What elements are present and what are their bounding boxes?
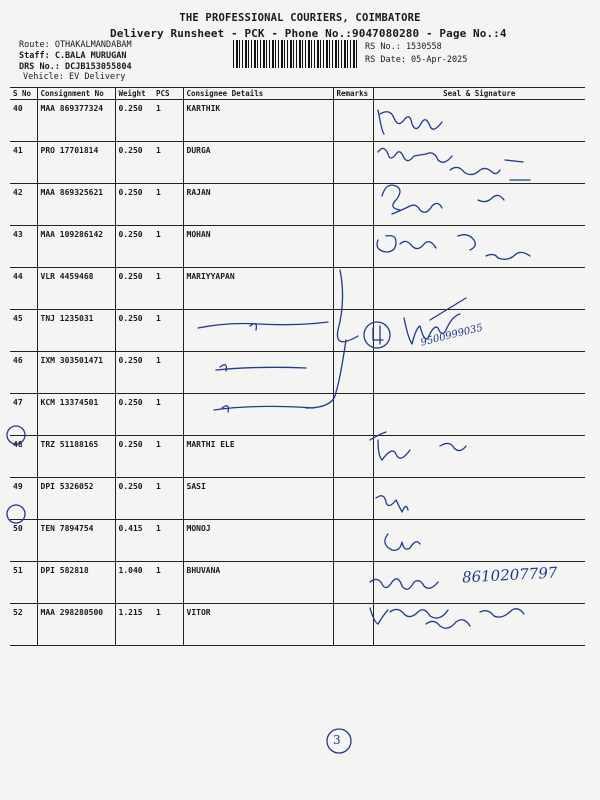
row-sno: 47	[10, 394, 37, 436]
row-signature	[373, 268, 585, 310]
row-sno: 44	[10, 268, 37, 310]
row-signature	[373, 394, 585, 436]
row-sno: 46	[10, 352, 37, 394]
row-consignee: SASI	[183, 478, 333, 520]
col-pcs: PCS	[153, 88, 183, 100]
row-pcs: 1	[153, 520, 183, 562]
row-remarks	[333, 520, 373, 562]
row-weight: 0.250	[115, 268, 153, 310]
row-weight: 1.040	[115, 562, 153, 604]
row-pcs: 1	[153, 562, 183, 604]
delivery-table	[10, 87, 585, 646]
row-pcs: 1	[153, 226, 183, 268]
handwritten-phone-row45: 9500999035	[419, 322, 485, 349]
row-weight: 0.250	[115, 226, 153, 268]
row-consignee: DURGA	[183, 142, 333, 184]
table-row	[10, 478, 585, 520]
row-sno: 42	[10, 184, 37, 226]
route-label: Route: OTHAKALMANDABAM	[19, 40, 132, 50]
row-consignee	[183, 310, 333, 352]
row-consignment: MAA 869325621	[37, 184, 115, 226]
row-signature	[373, 478, 585, 520]
row-weight: 0.250	[115, 184, 153, 226]
row-pcs: 1	[153, 142, 183, 184]
row-weight: 0.250	[115, 352, 153, 394]
row-sno: 41	[10, 142, 37, 184]
col-seal: Seal & Signature	[373, 88, 585, 100]
vehicle-label: Vehicle: EV Delivery	[23, 72, 126, 82]
row-remarks	[333, 226, 373, 268]
row-signature	[373, 184, 585, 226]
col-consignee: Consignee Details	[183, 88, 333, 100]
row-weight: 0.250	[115, 394, 153, 436]
table-row	[10, 394, 585, 436]
page-mark: 3	[333, 733, 341, 747]
row-consignment: MAA 869377324	[37, 100, 115, 142]
row-weight: 0.250	[115, 310, 153, 352]
row-weight: 0.415	[115, 520, 153, 562]
row-sno: 40	[10, 100, 37, 142]
table-row	[10, 268, 585, 310]
row-pcs: 1	[153, 184, 183, 226]
row-remarks	[333, 394, 373, 436]
row-consignment: KCM 13374501	[37, 394, 115, 436]
row-remarks	[333, 310, 373, 352]
col-remarks: Remarks	[333, 88, 373, 100]
table-row	[10, 142, 585, 184]
row-pcs: 1	[153, 268, 183, 310]
row-consignee	[183, 352, 333, 394]
row-pcs: 1	[153, 604, 183, 646]
row-consignee: MARIYYAPAN	[183, 268, 333, 310]
row-sno: 45	[10, 310, 37, 352]
company-title: THE PROFESSIONAL COURIERS, COIMBATORE	[179, 12, 421, 24]
row-pcs: 1	[153, 478, 183, 520]
row-signature	[373, 604, 585, 646]
table-row	[10, 604, 585, 646]
barcode	[233, 40, 357, 68]
row-weight: 0.250	[115, 100, 153, 142]
row-consignee: MARTHI ELE	[183, 436, 333, 478]
row-remarks	[333, 562, 373, 604]
row-consignment: DPI 5326052	[37, 478, 115, 520]
row-pcs: 1	[153, 100, 183, 142]
row-signature	[373, 100, 585, 142]
row-consignee: BHUVANA	[183, 562, 333, 604]
row-consignee	[183, 394, 333, 436]
row-consignment: PRO 17701814	[37, 142, 115, 184]
col-sno: S No	[10, 88, 37, 100]
row-remarks	[333, 604, 373, 646]
row-signature	[373, 226, 585, 268]
row-consignee: MONOJ	[183, 520, 333, 562]
row-weight: 0.250	[115, 436, 153, 478]
row-remarks	[333, 436, 373, 478]
table-row	[10, 352, 585, 394]
rs-date: RS Date: 05-Apr-2025	[365, 55, 468, 65]
row-consignee: VITOR	[183, 604, 333, 646]
row-pcs: 1	[153, 310, 183, 352]
row-sno: 43	[10, 226, 37, 268]
rs-number: RS No.: 1530558	[365, 42, 442, 52]
col-consignment: Consignment No	[37, 88, 115, 100]
table-row	[10, 226, 585, 268]
row-signature	[373, 520, 585, 562]
row-consignment: TEN 7894754	[37, 520, 115, 562]
drs-label: DRS No.: DCJB153055804	[19, 62, 132, 72]
row-pcs: 1	[153, 394, 183, 436]
row-signature	[373, 352, 585, 394]
handwritten-phone-row51: 8610207797	[461, 563, 558, 587]
row-sno: 50	[10, 520, 37, 562]
row-remarks	[333, 100, 373, 142]
row-consignee: MOHAN	[183, 226, 333, 268]
table-header-row	[10, 88, 585, 100]
row-pcs: 1	[153, 352, 183, 394]
row-weight: 0.250	[115, 142, 153, 184]
row-pcs: 1	[153, 436, 183, 478]
table-row	[10, 310, 585, 352]
row-sno: 51	[10, 562, 37, 604]
row-consignment: VLR 4459468	[37, 268, 115, 310]
row-remarks	[333, 184, 373, 226]
row-remarks	[333, 142, 373, 184]
table-row	[10, 436, 585, 478]
col-weight: Weight	[115, 88, 153, 100]
row-consignment: MAA 109286142	[37, 226, 115, 268]
table-row	[10, 520, 585, 562]
row-consignment: IXM 303501471	[37, 352, 115, 394]
row-weight: 0.250	[115, 478, 153, 520]
row-signature	[373, 142, 585, 184]
row-consignment: TRZ 51188165	[37, 436, 115, 478]
table-row	[10, 100, 585, 142]
table-row	[10, 184, 585, 226]
row-consignee: KARTHIK	[183, 100, 333, 142]
row-weight: 1.215	[115, 604, 153, 646]
row-remarks	[333, 478, 373, 520]
row-signature	[373, 436, 585, 478]
row-sno: 49	[10, 478, 37, 520]
staff-label: Staff: C.BALA MURUGAN	[19, 51, 127, 61]
row-remarks	[333, 352, 373, 394]
runsheet-subtitle: Delivery Runsheet - PCK - Phone No.:9047080280 - Page No.:4	[110, 27, 507, 40]
row-consignment: DPI 582818	[37, 562, 115, 604]
row-consignment: TNJ 1235031	[37, 310, 115, 352]
row-remarks	[333, 268, 373, 310]
row-consignee: RAJAN	[183, 184, 333, 226]
row-sno: 48	[10, 436, 37, 478]
row-consignment: MAA 298280500	[37, 604, 115, 646]
row-sno: 52	[10, 604, 37, 646]
